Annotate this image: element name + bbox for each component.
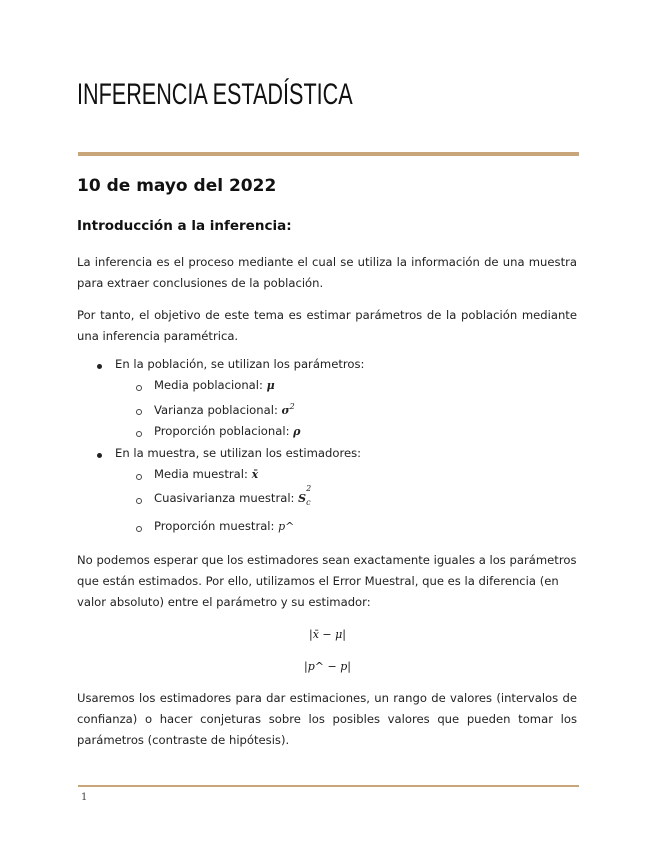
sub-item-label: Proporción muestral: xyxy=(154,519,279,533)
footer-divider xyxy=(78,785,579,787)
mu-symbol: μ xyxy=(266,379,275,392)
sub-bullet-ring-icon xyxy=(136,498,142,504)
paragraph-sampling-error: No podemos esperar que los estimadores sean exactamente iguales a los parámetros que están estimados. Por ello, utilizamos el Error Muestral, que es la diferencia (en valor absoluto) entre el parámetro y su estimador: xyxy=(77,553,577,609)
title-divider xyxy=(78,152,579,156)
p-hat-symbol: p^ xyxy=(278,520,295,533)
sub-item-proporcion-poblacional xyxy=(154,424,301,438)
sub-bullet-ring-icon xyxy=(136,409,142,415)
s-subscript: c xyxy=(306,498,311,507)
sub-item-cuasivarianza-muestral xyxy=(154,484,314,507)
s-exponent: 2 xyxy=(306,484,312,493)
sub-item-label: Cuasivarianza muestral: xyxy=(154,491,299,505)
document-title: INFERENCIA ESTADÍSTICA xyxy=(77,78,353,111)
sub-item-label: Proporción poblacional: xyxy=(154,424,294,438)
bullet-sample: En la muestra, se utilizan los estimadores: xyxy=(115,446,362,460)
sub-bullet-ring-icon xyxy=(136,474,142,480)
bullet-dot-icon xyxy=(97,453,102,458)
bullet-population: En la población, se utilizan los parámetros: xyxy=(115,357,365,371)
x-bar-symbol: x̄ xyxy=(251,468,259,481)
sub-item-media-poblacional xyxy=(154,378,275,392)
document-date: 10 de mayo del 2022 xyxy=(77,176,277,196)
sub-item-label: Media poblacional: xyxy=(154,378,267,392)
sub-item-proporcion-muestral xyxy=(154,519,294,533)
sub-item-label: Media muestral: xyxy=(154,467,252,481)
sigma-symbol: σ xyxy=(281,403,290,417)
bullet-dot-icon xyxy=(97,364,102,369)
sub-item-label: Varianza poblacional: xyxy=(154,402,282,417)
sub-bullet-ring-icon xyxy=(136,526,142,532)
rho-symbol: ρ xyxy=(293,425,301,438)
page-number: 1 xyxy=(81,792,88,803)
sigma-exponent: 2 xyxy=(289,402,295,411)
formula-proportion-error: |p^ − p| xyxy=(304,660,351,673)
sub-bullet-ring-icon xyxy=(136,431,142,437)
sub-bullet-ring-icon xyxy=(136,385,142,391)
paragraph-estimators-use: Usaremos los estimadores para dar estimaciones, un rango de valores (intervalos de confianza) o hacer conjeturas sobre los posibles valores que pueden tomar los parámetros (contraste de hipótesis). xyxy=(77,691,577,747)
section-heading: Introducción a la inferencia: xyxy=(77,218,292,234)
s-symbol: S xyxy=(298,492,307,505)
formula-mean-error: |x̄ − μ| xyxy=(309,628,346,641)
paragraph-definition: La inferencia es el proceso mediante el cual se utiliza la información de una muestra para extraer conclusiones de la población. xyxy=(77,255,577,290)
sub-item-media-muestral xyxy=(154,467,258,481)
s-indices xyxy=(306,484,314,507)
sub-item-varianza-poblacional xyxy=(154,402,295,417)
paragraph-objective: Por tanto, el objetivo de este tema es estimar parámetros de la población mediante una inferencia paramétrica. xyxy=(77,308,577,343)
